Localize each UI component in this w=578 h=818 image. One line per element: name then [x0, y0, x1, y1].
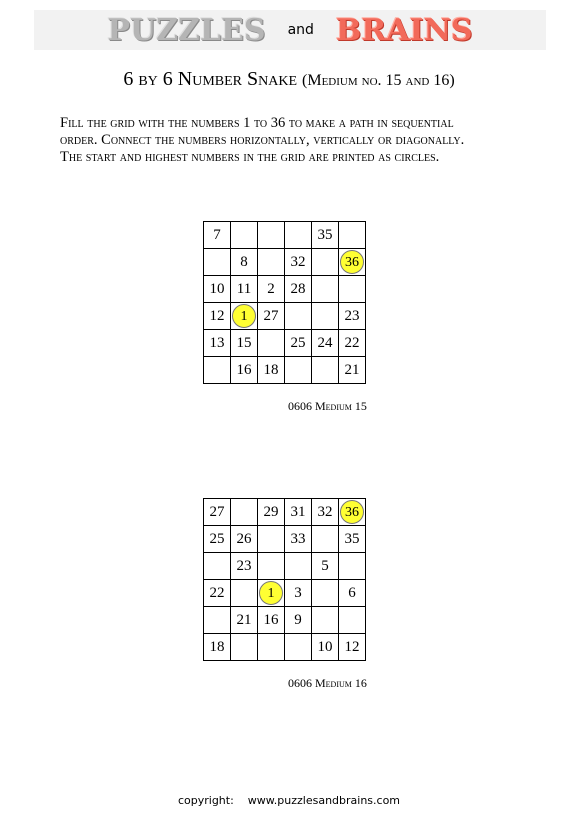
grid-cell[interactable]	[312, 580, 339, 607]
cell-number: 23	[236, 557, 252, 574]
grid-row	[204, 607, 366, 634]
grid-cell[interactable]	[285, 580, 312, 607]
grid-row	[204, 357, 366, 384]
cell-number: 2	[267, 280, 275, 297]
puzzle-grid-16	[203, 498, 366, 661]
grid-cell[interactable]	[231, 526, 258, 553]
grid-cell[interactable]	[339, 249, 366, 276]
grid-row	[204, 553, 366, 580]
grid-cell[interactable]	[258, 607, 285, 634]
cell-number: 32	[290, 253, 306, 270]
grid-cell[interactable]	[231, 249, 258, 276]
logo-word-brains: BRAINS	[335, 12, 473, 48]
grid-cell[interactable]	[285, 249, 312, 276]
cell-number: 18	[209, 638, 225, 655]
grid-cell[interactable]	[285, 634, 312, 661]
cell-number: 16	[263, 611, 279, 628]
cell-number: 8	[240, 253, 248, 270]
grid-cell[interactable]	[204, 303, 231, 330]
cell-number: 32	[317, 503, 333, 520]
grid-cell[interactable]	[339, 580, 366, 607]
cell-number: 18	[263, 361, 279, 378]
grid-cell[interactable]	[204, 357, 231, 384]
grid-cell[interactable]	[231, 303, 258, 330]
cell-number: 9	[294, 611, 302, 628]
grid-cell[interactable]	[312, 249, 339, 276]
cell-number: 27	[209, 503, 225, 520]
grid-cell[interactable]	[285, 607, 312, 634]
instruction-line: The start and highest numbers in the grid are printed as circles.	[60, 149, 440, 165]
cell-number: 10	[209, 280, 225, 297]
copyright-label: copyright:	[177, 794, 234, 807]
grid-cell[interactable]	[339, 634, 366, 661]
grid-cell[interactable]	[258, 357, 285, 384]
cell-number: 35	[344, 530, 360, 547]
cell-number: 23	[344, 307, 360, 324]
cell-number: 26	[236, 530, 252, 547]
grid-cell[interactable]	[258, 526, 285, 553]
circled-number: 36	[340, 500, 364, 524]
grid-cell[interactable]	[312, 303, 339, 330]
grid-cell[interactable]	[231, 580, 258, 607]
instructions	[60, 115, 560, 166]
cell-number: 35	[317, 226, 333, 243]
cell-number: 22	[344, 334, 360, 351]
grid-cell[interactable]	[204, 553, 231, 580]
grid-cell[interactable]	[258, 580, 285, 607]
grid-cell[interactable]	[204, 276, 231, 303]
grid-cell[interactable]	[312, 634, 339, 661]
grid-cell[interactable]	[204, 330, 231, 357]
grid-cell[interactable]	[339, 330, 366, 357]
grid-row	[204, 303, 366, 330]
grid-cell[interactable]	[258, 222, 285, 249]
cell-number: 16	[236, 361, 252, 378]
grid-cell[interactable]	[285, 499, 312, 526]
grid-cell[interactable]	[312, 330, 339, 357]
cell-number: 25	[290, 334, 306, 351]
cell-number: 29	[263, 503, 279, 520]
cell-number: 31	[290, 503, 306, 520]
grid-cell[interactable]	[258, 553, 285, 580]
logo-word-puzzles: PUZZLES	[107, 12, 266, 48]
cell-number: 27	[263, 307, 279, 324]
grid-cell[interactable]	[339, 222, 366, 249]
grid-cell[interactable]	[258, 276, 285, 303]
grid-row	[204, 526, 366, 553]
grid-cell[interactable]	[312, 526, 339, 553]
grid-cell[interactable]	[285, 276, 312, 303]
cell-number: 22	[209, 584, 225, 601]
grid-cell[interactable]	[285, 526, 312, 553]
grid-cell[interactable]	[231, 634, 258, 661]
circled-number: 36	[340, 250, 364, 274]
grid-cell[interactable]	[339, 276, 366, 303]
grid-row	[204, 249, 366, 276]
puzzle-caption-16: 0606 Medium 16	[288, 676, 367, 690]
puzzle-grid-15	[203, 221, 366, 384]
grid-cell[interactable]	[204, 526, 231, 553]
instruction-line: order. Connect the numbers horizontally, vertically or diagonally.	[60, 132, 465, 148]
grid-row	[204, 580, 366, 607]
cell-number: 24	[317, 334, 333, 351]
instruction-line: Fill the grid with the numbers 1 to 36 to make a path in sequential	[60, 115, 454, 131]
grid-cell[interactable]	[204, 607, 231, 634]
cell-number: 21	[236, 611, 252, 628]
grid-cell[interactable]	[231, 222, 258, 249]
grid-cell[interactable]	[285, 553, 312, 580]
cell-number: 13	[209, 334, 225, 351]
cell-number: 10	[317, 638, 333, 655]
grid-cell[interactable]	[339, 553, 366, 580]
grid-cell[interactable]	[231, 499, 258, 526]
circled-number: 1	[232, 304, 256, 328]
grid-row	[204, 276, 366, 303]
grid-cell[interactable]	[312, 276, 339, 303]
grid-cell[interactable]	[204, 580, 231, 607]
title-subtitle: (Medium no. 15 and 16)	[302, 72, 455, 89]
grid-cell[interactable]	[285, 330, 312, 357]
cell-number: 6	[348, 584, 356, 601]
grid-cell[interactable]	[339, 607, 366, 634]
grid-cell[interactable]	[312, 553, 339, 580]
cell-number: 33	[290, 530, 306, 547]
grid-cell[interactable]	[312, 357, 339, 384]
grid-row	[204, 499, 366, 526]
grid-cell[interactable]	[258, 303, 285, 330]
cell-number: 3	[294, 584, 302, 601]
grid-cell[interactable]	[231, 357, 258, 384]
copyright-footer	[0, 794, 578, 807]
grid-cell[interactable]	[312, 222, 339, 249]
cell-number: 28	[290, 280, 306, 297]
grid-cell[interactable]	[231, 276, 258, 303]
grid-cell[interactable]	[312, 499, 339, 526]
copyright-url: www.puzzlesandbrains.com	[247, 794, 401, 807]
grid-cell[interactable]	[285, 222, 312, 249]
grid-cell[interactable]	[258, 634, 285, 661]
title-main: 6 by 6 Number Snake	[123, 68, 298, 90]
cell-number: 21	[344, 361, 360, 378]
logo-word-and: and	[287, 22, 314, 38]
cell-number: 15	[236, 334, 252, 351]
grid-cell[interactable]	[312, 607, 339, 634]
grid-cell[interactable]	[231, 607, 258, 634]
page-title	[0, 68, 578, 91]
grid-cell[interactable]	[204, 249, 231, 276]
grid-cell[interactable]	[204, 222, 231, 249]
cell-number: 5	[321, 557, 329, 574]
grid-cell[interactable]	[339, 526, 366, 553]
grid-cell[interactable]	[231, 553, 258, 580]
grid-cell[interactable]	[285, 303, 312, 330]
cell-number: 11	[236, 280, 252, 297]
cell-number: 7	[213, 226, 221, 243]
cell-number: 12	[344, 638, 360, 655]
grid-cell[interactable]	[258, 249, 285, 276]
puzzle-caption-15: 0606 Medium 15	[288, 399, 367, 413]
grid-cell[interactable]	[339, 303, 366, 330]
cell-number: 12	[209, 307, 225, 324]
grid-row	[204, 634, 366, 661]
grid-row	[204, 330, 366, 357]
grid-cell[interactable]	[339, 499, 366, 526]
grid-cell[interactable]	[285, 357, 312, 384]
grid-cell[interactable]	[258, 499, 285, 526]
circled-number: 1	[259, 581, 283, 605]
grid-cell[interactable]	[204, 499, 231, 526]
logo-banner	[34, 10, 546, 50]
grid-cell[interactable]	[339, 357, 366, 384]
grid-cell[interactable]	[258, 330, 285, 357]
grid-row	[204, 222, 366, 249]
cell-number: 25	[209, 530, 225, 547]
grid-cell[interactable]	[231, 330, 258, 357]
grid-cell[interactable]	[204, 634, 231, 661]
